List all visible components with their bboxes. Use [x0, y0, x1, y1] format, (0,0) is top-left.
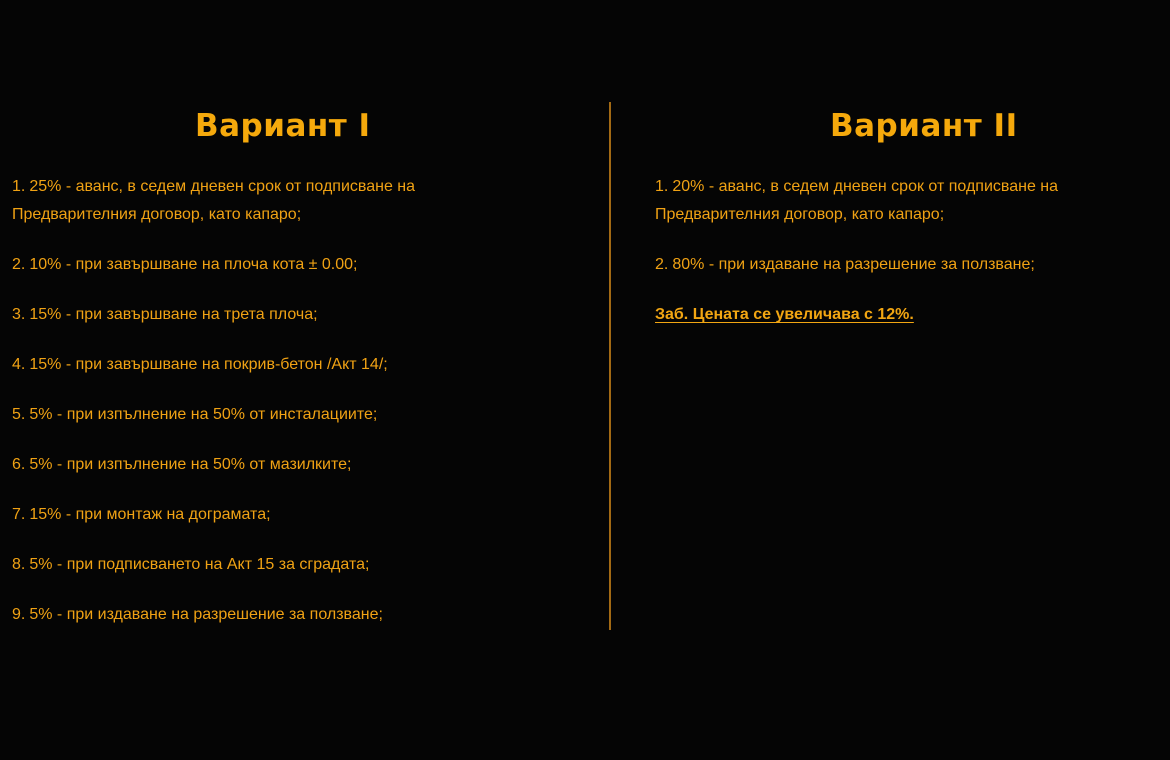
price-note: Заб. Цената се увеличава с 12%. [655, 306, 914, 323]
column-divider [609, 102, 611, 630]
item-number: 4. [12, 356, 26, 373]
item-text: 5% - при издаване на разрешение за ползване; [29, 606, 383, 623]
list-item [12, 551, 597, 579]
item-text: 15% - при завършване на трета плоча; [29, 306, 318, 323]
item-text: 80% - при издаване на разрешение за ползване; [672, 256, 1035, 273]
list-item [12, 401, 597, 429]
list-item [655, 173, 1160, 229]
variant-2-list [655, 173, 1160, 279]
item-number: 7. [12, 506, 26, 523]
variant-2-title: Вариант II [830, 108, 1018, 144]
list-item [12, 601, 597, 629]
item-number: 9. [12, 606, 26, 623]
list-item [12, 251, 597, 279]
item-number: 3. [12, 306, 26, 323]
variant-1-title: Вариант I [195, 108, 371, 144]
item-number: 2. [655, 256, 669, 273]
list-item [12, 173, 597, 229]
item-text: 20% - аванс, в седем дневен срок от подписване на [672, 178, 1059, 195]
item-text: 15% - при завършване на покрив-бетон /Акт 14/; [29, 356, 388, 373]
variant-1-list [12, 173, 597, 629]
item-text: 5% - при изпълнение на 50% от инсталациите; [29, 406, 378, 423]
item-number: 5. [12, 406, 26, 423]
item-number: 8. [12, 556, 26, 573]
item-text: 25% - аванс, в седем дневен срок от подписване на [29, 178, 416, 195]
list-item [12, 301, 597, 329]
item-text-continued: Предварителния договор, като капаро; [655, 206, 945, 223]
item-text: 15% - при монтаж на дограмата; [29, 506, 271, 523]
item-number: 1. [12, 178, 26, 195]
list-item [12, 501, 597, 529]
list-item [12, 451, 597, 479]
item-text: 10% - при завършване на плоча кота ± 0.00; [29, 256, 358, 273]
item-number: 1. [655, 178, 669, 195]
variant-1-column [12, 100, 597, 651]
item-number: 2. [12, 256, 26, 273]
variant-2-column [655, 100, 1160, 329]
item-text: 5% - при подписването на Акт 15 за сградата; [29, 556, 370, 573]
item-number: 6. [12, 456, 26, 473]
list-item [12, 351, 597, 379]
item-text-continued: Предварителния договор, като капаро; [12, 206, 302, 223]
list-item [655, 251, 1160, 279]
item-text: 5% - при изпълнение на 50% от мазилките; [29, 456, 352, 473]
